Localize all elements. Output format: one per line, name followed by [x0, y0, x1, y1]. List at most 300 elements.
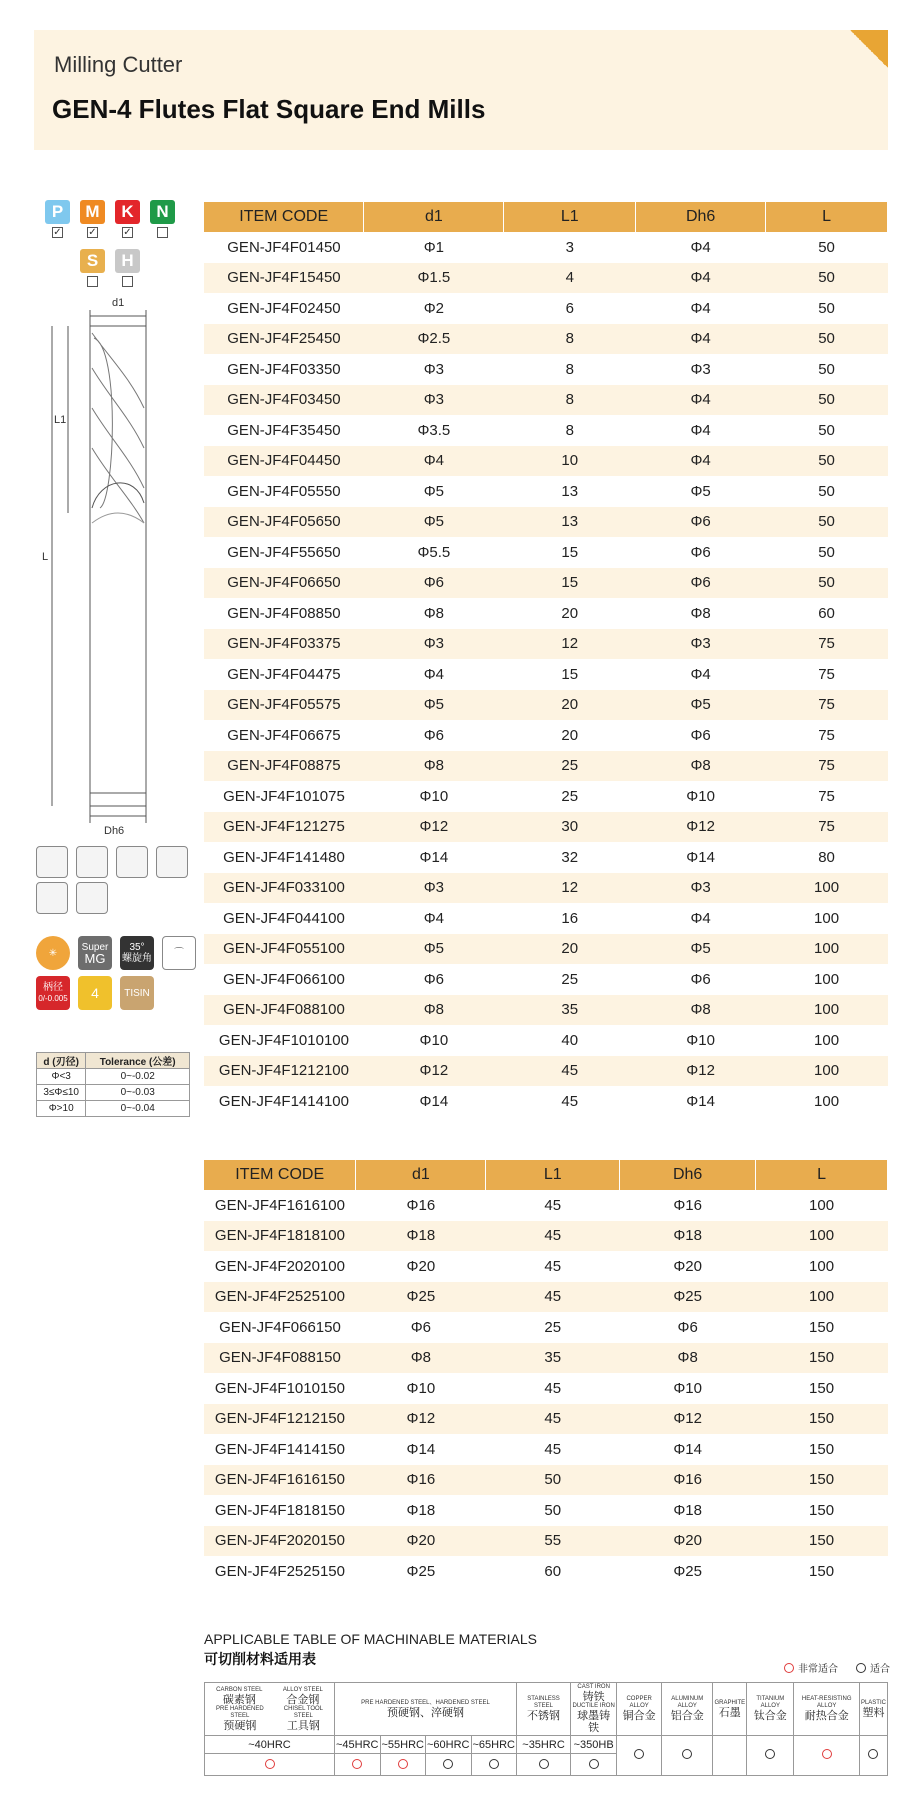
- material-badges-row-1: [45, 200, 175, 238]
- d1-cell: Φ18: [356, 1221, 486, 1252]
- item-code-cell: GEN-JF4F25450: [204, 324, 364, 355]
- l-cell: 150: [756, 1404, 888, 1435]
- item-code-cell: GEN-JF4F35450: [227, 421, 341, 439]
- table-row: [204, 598, 888, 629]
- table-row: [204, 1434, 888, 1465]
- l-cell: 100: [756, 1282, 888, 1313]
- item-code-cell: GEN-JF4F1616100: [214, 1196, 345, 1214]
- table-row: [204, 537, 888, 568]
- item-code-cell: GEN-JF4F1212150: [204, 1404, 356, 1435]
- table-row: [204, 1343, 888, 1374]
- item-code-cell: GEN-JF4F05650: [204, 507, 364, 538]
- dh6-cell: Φ4: [690, 665, 711, 683]
- l1-cell: 15: [504, 568, 636, 599]
- dh6-cell: Φ6: [690, 970, 711, 988]
- d1-cell: Φ8: [364, 995, 504, 1026]
- item-code-cell: GEN-JF4F2525100: [204, 1282, 356, 1313]
- l1-cell: 3: [565, 238, 574, 256]
- l1-cell: 50: [486, 1465, 620, 1496]
- item-code-cell: GEN-JF4F55650: [227, 543, 341, 561]
- dh6-cell: Φ10: [686, 787, 715, 805]
- pocketing-icon: [116, 846, 148, 878]
- dim-l1: L1: [54, 414, 67, 426]
- material-badge-s: S: [80, 249, 105, 287]
- suitability-cell: [859, 1736, 887, 1776]
- item-code-cell: GEN-JF4F1212100: [204, 1056, 364, 1087]
- dh6-cell: Φ20: [620, 1526, 756, 1557]
- shank-tolerance-badge: 柄径 0/-0.005: [36, 976, 70, 1010]
- l-cell: 150: [809, 1562, 835, 1580]
- item-code-cell: GEN-JF4F033100: [204, 873, 364, 904]
- l1-cell: 45: [544, 1379, 562, 1397]
- table-row: [204, 1556, 888, 1587]
- l1-cell: 45: [486, 1221, 620, 1252]
- dh6-cell: Φ10: [686, 1031, 715, 1049]
- l1-cell: 4: [504, 263, 636, 294]
- l-cell: 50: [766, 568, 888, 599]
- l-cell: 75: [766, 751, 888, 782]
- d1-cell: Φ2.5: [364, 324, 504, 355]
- suitability-cell: [335, 1754, 381, 1776]
- end-mill-drawing: [40, 298, 160, 838]
- table-row: [204, 263, 888, 294]
- d1-cell: Φ6: [423, 970, 445, 988]
- table-row: [204, 781, 888, 812]
- dh6-cell: Φ4: [636, 324, 766, 355]
- l-cell: 100: [766, 934, 888, 965]
- l-cell: 100: [814, 909, 840, 927]
- table-row: [204, 751, 888, 782]
- page-subtitle: Milling Cutter: [54, 52, 183, 77]
- l-cell: 50: [766, 263, 888, 294]
- d1-cell: Φ3: [364, 629, 504, 660]
- suitability-cell: [380, 1754, 426, 1776]
- suitable-symbol: [856, 1663, 866, 1673]
- table-row: [204, 476, 888, 507]
- four-flutes-badge: 4: [78, 976, 112, 1010]
- super-mg-badge: Super MG: [78, 936, 112, 970]
- d1-cell: Φ5: [364, 934, 504, 965]
- l-cell: 100: [814, 1092, 840, 1110]
- item-code-cell: GEN-JF4F06675: [227, 726, 341, 744]
- l1-cell: 32: [561, 848, 579, 866]
- d1-cell: Φ4: [423, 665, 445, 683]
- d1-cell: Φ12: [364, 1056, 504, 1087]
- material-badge-h: H: [115, 249, 140, 287]
- applicable-title-cn: 可切削材料适用表: [204, 1651, 316, 1667]
- d1-cell: Φ6: [423, 726, 445, 744]
- l1-cell: 13: [561, 482, 579, 500]
- dh6-cell: Φ6: [677, 1318, 698, 1336]
- table-row: [204, 964, 888, 995]
- dh6-cell: Φ3: [636, 629, 766, 660]
- l1-cell: 45: [504, 1056, 636, 1087]
- l-cell: 100: [814, 1031, 840, 1049]
- item-code-cell: GEN-JF4F05550: [227, 482, 341, 500]
- item-code-cell: GEN-JF4F101075: [223, 787, 345, 805]
- col-d1: d1: [364, 202, 504, 232]
- l-cell: 80: [818, 848, 835, 866]
- dh6-cell: Φ4: [690, 421, 711, 439]
- dh6-cell: Φ16: [620, 1465, 756, 1496]
- l-cell: 50: [818, 238, 835, 256]
- l-cell: 100: [809, 1196, 835, 1214]
- d1-cell: Φ10: [419, 787, 449, 805]
- suitable-symbol: [765, 1749, 775, 1759]
- material-badge-p: P ✓: [45, 200, 70, 238]
- dh6-cell: Φ4: [636, 446, 766, 477]
- very-suitable-symbol: [784, 1663, 794, 1673]
- l-cell: 100: [809, 1257, 835, 1275]
- l-cell: 50: [766, 446, 888, 477]
- dh6-cell: Φ5: [636, 934, 766, 965]
- d1-cell: Φ10: [406, 1379, 436, 1397]
- dh6-cell: Φ20: [673, 1257, 702, 1275]
- table-row: [204, 1221, 888, 1252]
- material-badge-k: K ✓: [115, 200, 140, 238]
- l1-cell: 35: [486, 1343, 620, 1374]
- suitable-symbol: [443, 1759, 453, 1769]
- d1-cell: Φ8: [423, 604, 445, 622]
- l-cell: 150: [809, 1440, 835, 1458]
- l1-cell: 8: [565, 421, 574, 439]
- dh6-cell: Φ18: [620, 1221, 756, 1252]
- col-l: L: [766, 202, 888, 232]
- l1-cell: 30: [504, 812, 636, 843]
- l1-cell: 45: [486, 1404, 620, 1435]
- item-code-cell: GEN-JF4F1010150: [214, 1379, 345, 1397]
- table-row: [204, 873, 888, 904]
- spec-table-2: [204, 1160, 888, 1587]
- l1-cell: 6: [565, 299, 574, 317]
- l1-cell: 25: [544, 1318, 562, 1336]
- item-code-cell: GEN-JF4F141480: [223, 848, 345, 866]
- item-code-cell: GEN-JF4F04450: [204, 446, 364, 477]
- l1-cell: 20: [561, 604, 579, 622]
- dh6-cell: Φ4: [690, 238, 711, 256]
- dh6-cell: Φ8: [636, 995, 766, 1026]
- table-row: [204, 1282, 888, 1313]
- helix-angle-badge: 35° 螺旋角: [120, 936, 154, 970]
- table-row: [204, 934, 888, 965]
- item-code-cell: GEN-JF4F2020100: [214, 1257, 345, 1275]
- l1-cell: 15: [561, 665, 579, 683]
- l1-cell: 8: [504, 385, 636, 416]
- table-row: [204, 1086, 888, 1117]
- dh6-cell: Φ5: [690, 482, 711, 500]
- dh6-cell: Φ10: [673, 1379, 702, 1397]
- l-cell: 100: [766, 995, 888, 1026]
- l-cell: 75: [818, 726, 835, 744]
- d1-cell: Φ8: [364, 751, 504, 782]
- l-cell: 50: [818, 299, 835, 317]
- d1-cell: Φ3: [364, 385, 504, 416]
- l-cell: 100: [756, 1221, 888, 1252]
- l-cell: 75: [818, 665, 835, 683]
- applicable-materials-table: CARBON STEEL 碳素钢 ALLOY STEEL 合金钢 PRE HARDENED STEEL 预硬钢 CHISEL TOOL STEEL 工具钢 PRE HARDENED STEEL、HARDENED STEEL 预硬钢、淬硬钢 STAINLESS STEEL 不锈钢 CAST IRON 铸铁 DUCTILE IRON 球墨铸铁 COPPER ALLOY 铜合金 ALUMINUM ALLOY 铝合金 GRAPHITE 石墨 TITANIUM ALLOY 钛合金 HEAT-RESISTING ALLOY 耐热合金 PLASTIC 塑料 ~40HRC ~45HRC ~55HRC ~60HRC ~65HRC ~35HRC ~350HB: [204, 1682, 888, 1776]
- table-row: [204, 629, 888, 660]
- table-row: [204, 842, 888, 873]
- item-code-cell: GEN-JF4F1414150: [214, 1440, 345, 1458]
- dh6-cell: Φ25: [673, 1562, 702, 1580]
- l1-cell: 45: [486, 1282, 620, 1313]
- l-cell: 100: [814, 970, 840, 988]
- item-code-cell: GEN-JF4F04475: [227, 665, 341, 683]
- table-row: [204, 385, 888, 416]
- table-row: [204, 690, 888, 721]
- suitable-symbol: [489, 1759, 499, 1769]
- dh6-cell: Φ3: [690, 360, 711, 378]
- d1-cell: Φ8: [356, 1343, 486, 1374]
- l-cell: 75: [766, 690, 888, 721]
- item-code-cell: GEN-JF4F15450: [204, 263, 364, 294]
- suitability-cell: [662, 1736, 713, 1776]
- l1-cell: 20: [561, 726, 579, 744]
- item-code-cell: GEN-JF4F2525150: [214, 1562, 345, 1580]
- table-row: [204, 1526, 888, 1557]
- d1-cell: Φ14: [419, 848, 449, 866]
- material-badge-m: M ✓: [80, 200, 105, 238]
- l1-cell: 8: [504, 324, 636, 355]
- suitability-cell: [426, 1754, 472, 1776]
- l-cell: 75: [766, 812, 888, 843]
- dh6-cell: Φ12: [636, 812, 766, 843]
- l-cell: 50: [818, 482, 835, 500]
- d1-cell: Φ4: [423, 909, 445, 927]
- item-code-cell: GEN-JF4F1818100: [204, 1221, 356, 1252]
- suitability-cell: [571, 1754, 617, 1776]
- slotting-icon: [76, 846, 108, 878]
- item-code-cell: GEN-JF4F03350: [227, 360, 341, 378]
- l1-cell: 12: [504, 873, 636, 904]
- d1-cell: Φ1: [423, 238, 445, 256]
- l-cell: 75: [818, 787, 835, 805]
- table-row: [204, 1495, 888, 1526]
- l1-cell: 25: [504, 751, 636, 782]
- col-item-code: ITEM CODE: [204, 1160, 356, 1190]
- table-row: [204, 324, 888, 355]
- table-row: [204, 812, 888, 843]
- item-code-cell: GEN-JF4F066150: [219, 1318, 341, 1336]
- item-code-cell: GEN-JF4F121275: [204, 812, 364, 843]
- suitability-cell: [747, 1736, 794, 1776]
- coating-badge: TISIN: [120, 976, 154, 1010]
- l1-cell: 25: [561, 970, 579, 988]
- table-row: [204, 1056, 888, 1087]
- dh6-cell: Φ4: [690, 299, 711, 317]
- table-row: [204, 1251, 888, 1282]
- l1-cell: 45: [544, 1257, 562, 1275]
- table-row: [204, 232, 888, 263]
- item-code-cell: GEN-JF4F08875: [204, 751, 364, 782]
- suitability-cell: [617, 1736, 662, 1776]
- table-row: [204, 1373, 888, 1404]
- item-code-cell: GEN-JF4F1414100: [218, 1092, 349, 1110]
- very-suitable-symbol: [265, 1759, 275, 1769]
- side-milling-icon: [36, 846, 68, 878]
- suitable-symbol: [589, 1759, 599, 1769]
- dh6-cell: Φ14: [686, 848, 715, 866]
- table-row: [204, 568, 888, 599]
- l1-cell: 35: [504, 995, 636, 1026]
- d1-cell: Φ16: [356, 1465, 486, 1496]
- table-row: [204, 995, 888, 1026]
- l-cell: 50: [818, 421, 835, 439]
- l1-cell: 55: [486, 1526, 620, 1557]
- col-item-code: ITEM CODE: [204, 202, 364, 232]
- tool-cross-section-icon: ✳: [36, 936, 70, 970]
- dh6-cell: Φ14: [673, 1440, 702, 1458]
- l1-cell: 45: [544, 1196, 562, 1214]
- dh6-cell: Φ18: [673, 1501, 702, 1519]
- l-cell: 50: [766, 324, 888, 355]
- dh6-cell: Φ12: [620, 1404, 756, 1435]
- item-code-cell: GEN-JF4F06650: [204, 568, 364, 599]
- applicable-title-en: APPLICABLE TABLE OF MACHINABLE MATERIALS: [204, 1631, 537, 1647]
- d1-cell: Φ3: [364, 873, 504, 904]
- d1-cell: Φ12: [364, 812, 504, 843]
- d1-cell: Φ25: [406, 1562, 436, 1580]
- d1-cell: Φ3: [423, 360, 445, 378]
- l1-cell: 12: [504, 629, 636, 660]
- l1-cell: 20: [504, 934, 636, 965]
- dh6-cell: Φ3: [636, 873, 766, 904]
- d1-cell: Φ16: [406, 1196, 436, 1214]
- l-cell: 75: [766, 629, 888, 660]
- item-code-cell: GEN-JF4F055100: [204, 934, 364, 965]
- table-row: [204, 507, 888, 538]
- dh6-cell: Φ25: [620, 1282, 756, 1313]
- l1-cell: 45: [544, 1440, 562, 1458]
- col-l1: L1: [504, 202, 636, 232]
- dh6-cell: Φ8: [636, 751, 766, 782]
- table-row: [204, 1465, 888, 1496]
- dh6-cell: Φ16: [673, 1196, 702, 1214]
- l-cell: 100: [766, 1056, 888, 1087]
- table-row: [204, 446, 888, 477]
- d1-cell: Φ25: [356, 1282, 486, 1313]
- d1-cell: Φ5: [364, 507, 504, 538]
- suitable-symbol: [868, 1749, 878, 1759]
- d1-cell: Φ4: [364, 446, 504, 477]
- dh6-cell: Φ8: [690, 604, 711, 622]
- item-code-cell: GEN-JF4F01450: [227, 238, 341, 256]
- l-cell: 50: [766, 385, 888, 416]
- l1-cell: 60: [544, 1562, 562, 1580]
- l1-cell: 15: [561, 543, 579, 561]
- dim-l: L: [42, 551, 49, 563]
- l1-cell: 25: [561, 787, 579, 805]
- l-cell: 150: [756, 1343, 888, 1374]
- item-code-cell: GEN-JF4F2020150: [204, 1526, 356, 1557]
- l1-cell: 40: [561, 1031, 579, 1049]
- table-row: [204, 1312, 888, 1343]
- dh6-cell: Φ4: [636, 263, 766, 294]
- l-cell: 150: [809, 1379, 835, 1397]
- l1-cell: 50: [544, 1501, 562, 1519]
- dh6-cell: Φ12: [636, 1056, 766, 1087]
- item-code-cell: GEN-JF4F08850: [227, 604, 341, 622]
- l1-cell: 45: [561, 1092, 579, 1110]
- l1-cell: 13: [504, 507, 636, 538]
- d1-cell: Φ2: [423, 299, 445, 317]
- dim-d1: d1: [112, 298, 125, 309]
- item-code-cell: GEN-JF4F1616150: [204, 1465, 356, 1496]
- table-row: [204, 659, 888, 690]
- d1-cell: Φ20: [406, 1257, 436, 1275]
- l-cell: 100: [766, 873, 888, 904]
- l-cell: 60: [818, 604, 835, 622]
- material-badge-n: N: [150, 200, 175, 238]
- l-cell: 50: [818, 543, 835, 561]
- shoulder-milling-icon: [76, 882, 108, 914]
- suitability-cell: [471, 1754, 517, 1776]
- dh6-cell: Φ6: [636, 568, 766, 599]
- item-code-cell: GEN-JF4F02450: [227, 299, 341, 317]
- corner-decoration: [850, 30, 888, 68]
- item-code-cell: GEN-JF4F03450: [204, 385, 364, 416]
- dim-dh6: Dh6: [104, 825, 125, 837]
- d1-cell: Φ14: [419, 1092, 449, 1110]
- dh6-cell: Φ6: [636, 507, 766, 538]
- item-code-cell: GEN-JF4F03375: [204, 629, 364, 660]
- l1-cell: 16: [561, 909, 579, 927]
- item-code-cell: GEN-JF4F1818150: [214, 1501, 345, 1519]
- l-cell: 150: [809, 1318, 835, 1336]
- material-badges-row-2: [80, 249, 140, 287]
- suitable-symbol: [539, 1759, 549, 1769]
- d1-cell: Φ1.5: [364, 263, 504, 294]
- item-code-cell: GEN-JF4F066100: [223, 970, 345, 988]
- d1-cell: Φ5: [364, 690, 504, 721]
- col-dh6: Dh6: [636, 202, 766, 232]
- l-cell: 50: [766, 507, 888, 538]
- feature-badges-row-1: [36, 936, 196, 970]
- l-cell: 150: [809, 1501, 835, 1519]
- col-l1: L1: [486, 1160, 620, 1190]
- table-row: [204, 1025, 888, 1056]
- d1-cell: Φ3.5: [417, 421, 451, 439]
- suitability-cell: [205, 1754, 335, 1776]
- dh6-cell: Φ5: [636, 690, 766, 721]
- suitability-legend: 非常适合 适合: [784, 1660, 890, 1675]
- l-cell: 150: [756, 1465, 888, 1496]
- suitable-symbol: [682, 1749, 692, 1759]
- suitability-cell: [713, 1736, 747, 1776]
- item-code-cell: GEN-JF4F088100: [204, 995, 364, 1026]
- very-suitable-symbol: [398, 1759, 408, 1769]
- table-row: [204, 293, 888, 324]
- l1-cell: 8: [565, 360, 574, 378]
- table-row: [204, 415, 888, 446]
- table-row: [204, 903, 888, 934]
- operation-icons-row-2: [36, 882, 108, 914]
- d1-cell: Φ10: [419, 1031, 449, 1049]
- col-dh6: Dh6: [620, 1160, 756, 1190]
- d1-cell: Φ6: [410, 1318, 432, 1336]
- item-code-cell: GEN-JF4F088150: [204, 1343, 356, 1374]
- table-row: [204, 1404, 888, 1435]
- l-cell: 150: [756, 1526, 888, 1557]
- spec-table-1: [204, 202, 888, 1117]
- l1-cell: 20: [504, 690, 636, 721]
- d1-cell: Φ5: [423, 482, 445, 500]
- dh6-cell: Φ14: [686, 1092, 715, 1110]
- table-row: [204, 1190, 888, 1221]
- col-d1: d1: [356, 1160, 486, 1190]
- table-row: [204, 720, 888, 751]
- dh6-cell: Φ4: [636, 385, 766, 416]
